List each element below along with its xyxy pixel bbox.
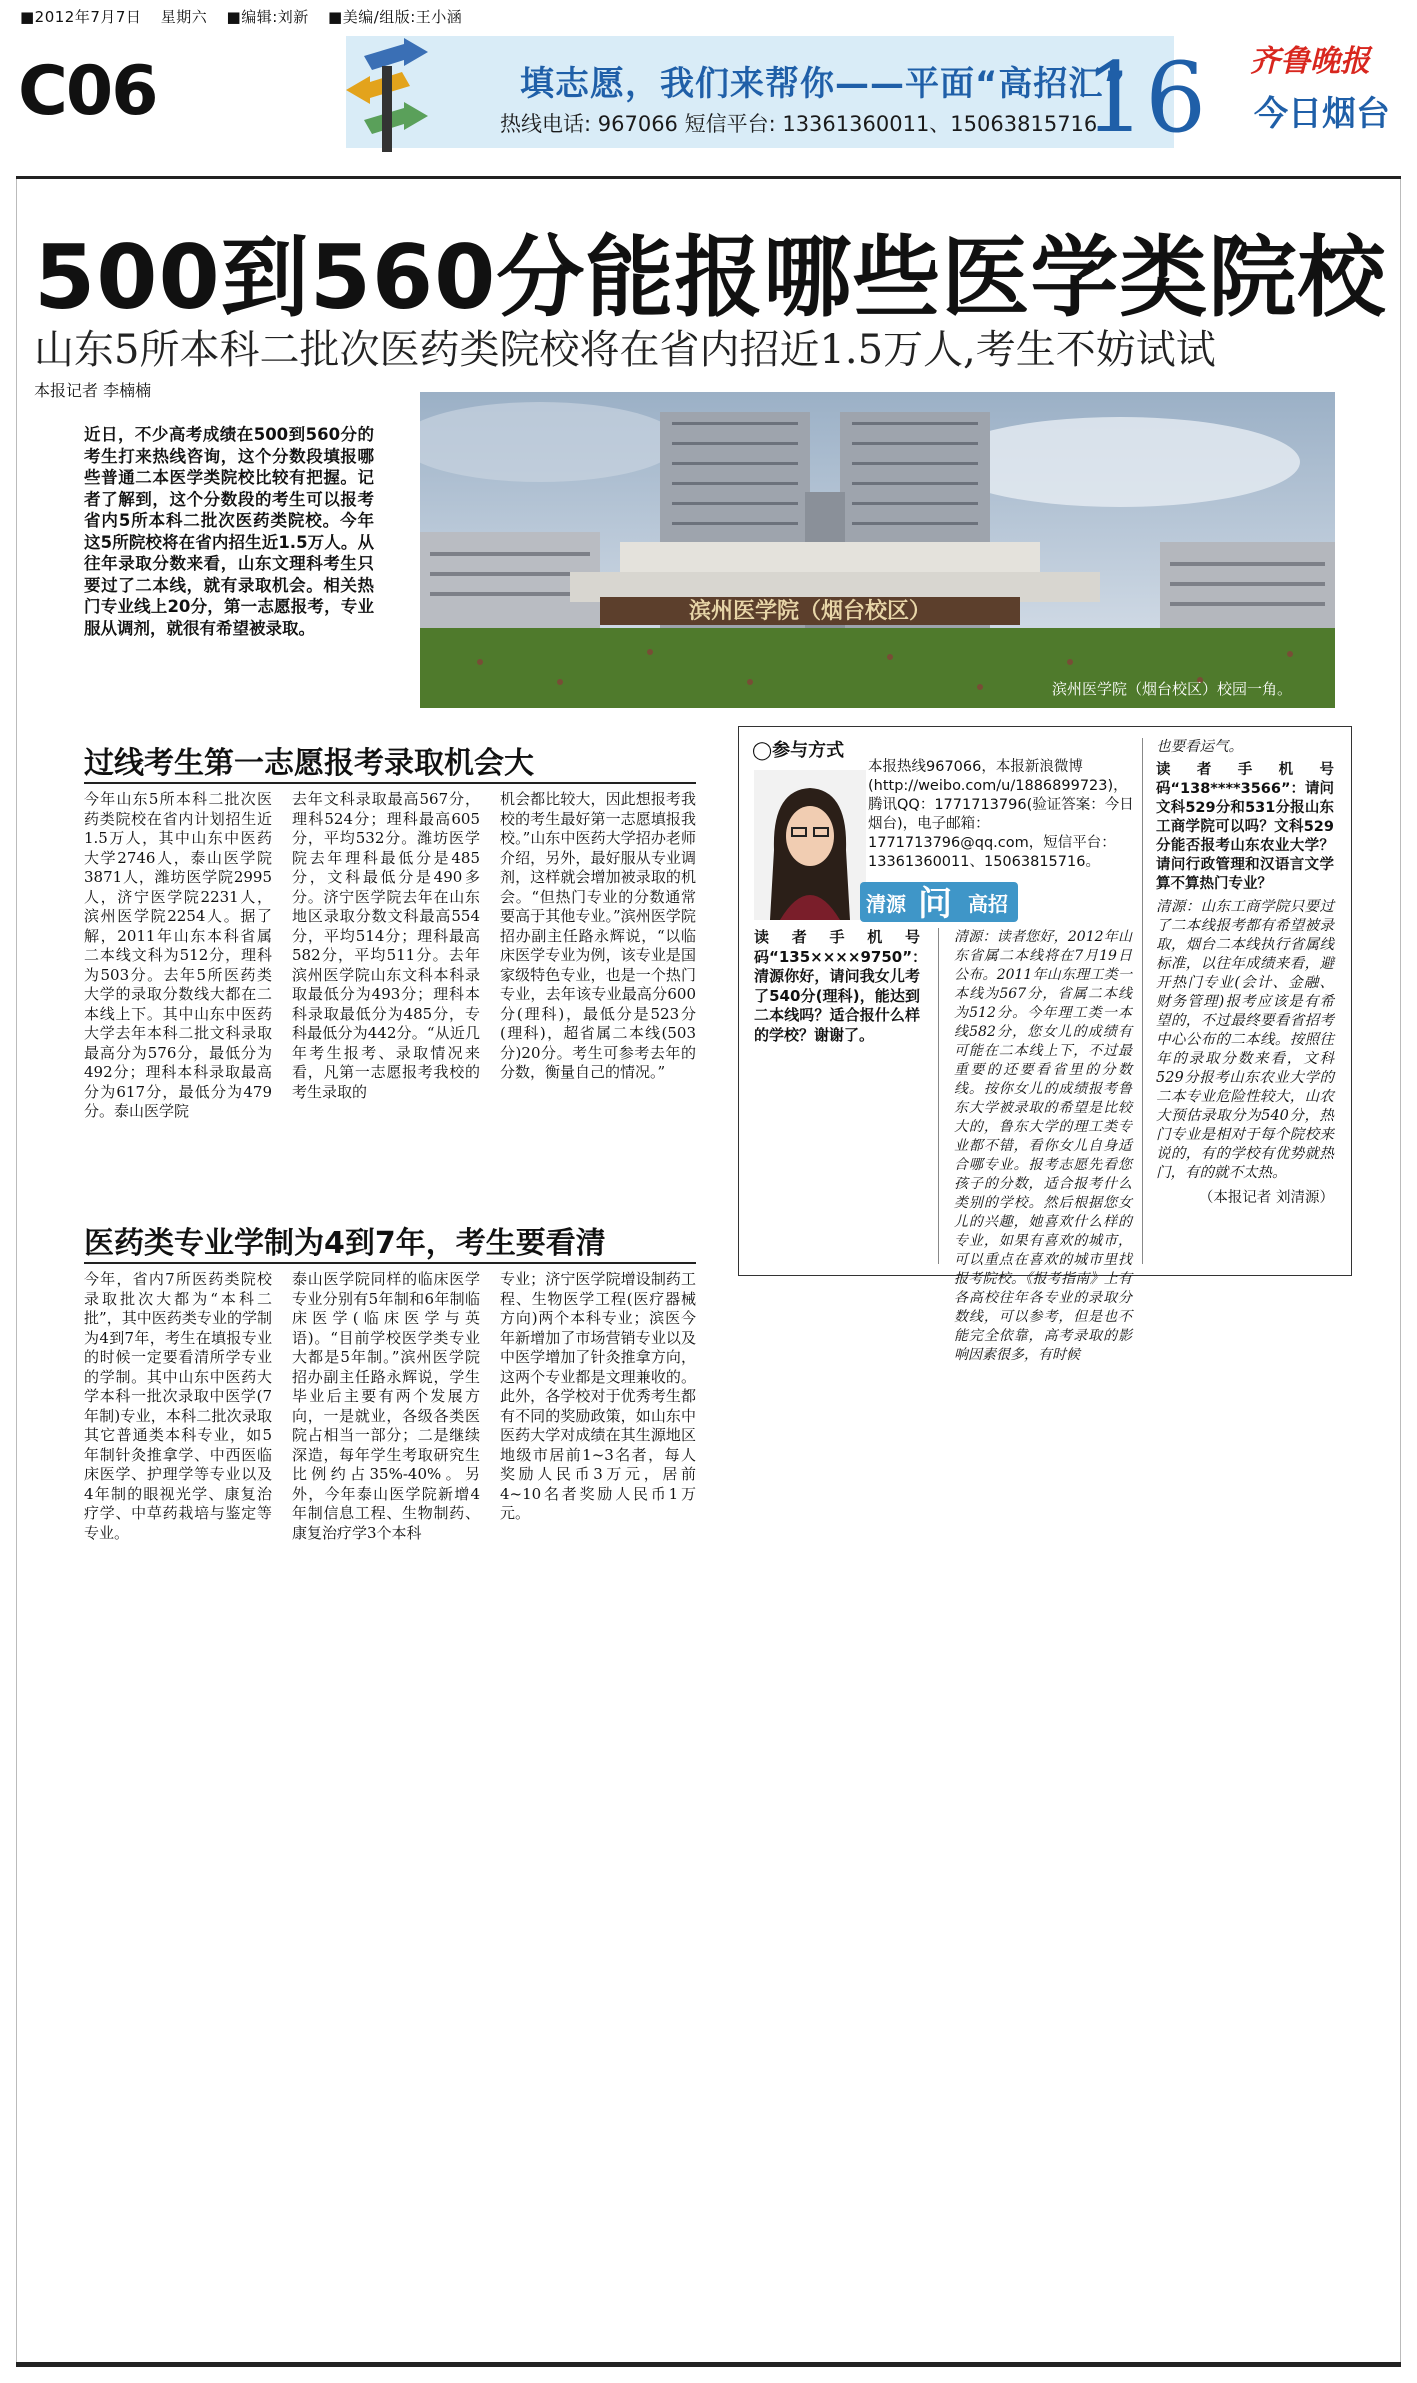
gate-sign: 滨州医学院（烟台校区）	[688, 598, 932, 624]
byline: 本报记者 李楠楠	[34, 381, 152, 400]
section2-column-3: 专业；济宁医学院增设制药工程、生物医学工程(医疗器械方向)两个本科专业；滨医今年新增加了市场营销专业以及中医学增加了针灸推拿方向，这两个专业都是文理兼收的。此外，各学校对于优秀考生都有不同的奖励政策，如山东中医药大学对成绩在其生源地区地级市居前1~3名者，每人奖励人民币3万元，居前4~10名者奖励人民币1万元。	[500, 1270, 696, 1522]
qa-divider	[938, 928, 939, 1264]
section-heading-1: 过线考生第一志愿报考录取机会大	[84, 746, 534, 781]
arrow-logo-icon	[344, 36, 430, 154]
qa-answer-1: 清源：读者您好，2012年山东省属二本线将在7月19日公布。2011年山东理工类一本线为567分，省属二本线为512分。今年理工类一本线582分，您女儿的成绩有可能在二本线上下，不过最重要的还要看省里的分数线。按你女儿的成绩报考鲁东大学被录取的希望是比较大的，鲁东大学的理工类专业都不错，看你女儿自身适合哪专业。报考志愿先看您孩子的分数，适合报考什么类别的学校。然后根据您女儿的兴趣，她喜欢什么样的专业，如果有喜欢的城市，可以重点在喜欢的城市里找报考院校。《报考指南》上有各高校往年各专业的录取分数线，可以参考，但是也不能完全依靠，高考录取的影响因素很多，有时候	[954, 929, 1132, 1363]
page-frame-right	[1400, 176, 1401, 2362]
header-slogan: 填志愿，我们来帮你——平面“高招汇”	[520, 64, 1127, 104]
photo-caption: 滨州医学院（烟台校区）校园一角。	[1052, 680, 1293, 698]
weekday: 星期六	[160, 8, 208, 26]
qa-participation-title: ◯参与方式	[752, 740, 845, 761]
page-number: C06	[18, 52, 157, 131]
footer-rule	[16, 2362, 1401, 2367]
headline: 500到560分能报哪些医学类院校	[34, 226, 1387, 329]
qa-divider	[1142, 738, 1143, 1264]
badge-topic: 高招	[968, 892, 1008, 916]
qa-right-column	[1156, 738, 1334, 1208]
columnist-photo	[754, 770, 866, 920]
columnist-answer: 清源：山东工商学院只要过了二本线报考都有希望被录取，烟台二本线执行省属线标准，以往年成绩来看，避开热门专业(会计、金融、财务管理)报考应该是有希望的，不过最终要看省招考中心公布的二本线。按照往年的录取分数来看，文科529分报考山东农业大学的二本专业危险性较大，山农大预估录取分为540分，热门专业是相对于每个院校来说的，有的学校有优势就热门，有的就不太热。	[1156, 899, 1334, 1181]
badge-ask: 问	[918, 884, 952, 924]
header-hotline: 热线电话: 967066 短信平台: 13361360011、15063815716	[500, 112, 1098, 136]
section-rule-2	[84, 1262, 696, 1264]
campus-photo	[420, 392, 1335, 708]
designer-credit: ■美编/组版:王小涵	[328, 8, 463, 26]
meta-line	[20, 6, 476, 27]
qa-contact-info: 本报热线967066，本报新浪微博(http://weibo.com/u/1886899723)，腾讯QQ：1771713796(验证答案：今日烟台)，电子邮箱：1771713796@qq.com，短信平台：13361360011、15063815716。	[868, 759, 1134, 870]
lede-paragraph: 近日，不少高考成绩在500到560分的考生打来热线咨询，这个分数段填报哪些普通二本医学类院校比较有把握。记者了解到，这个分数段的考生可以报考省内5所本科二批次医药类院校。今年这5所院校将在省内招生近1.5万人。从往年录取分数来看，山东文理科考生只要过了二本线，就有录取机会。相关热门专业线上20分，第一志愿报考，专业服从调剂，就很有希望被录取。	[84, 425, 374, 638]
header-rule	[16, 176, 1401, 179]
section-heading-2: 医药类专业学制为4到7年，考生要看清	[84, 1226, 606, 1261]
section2-column-2: 泰山医学院同样的临床医学专业分别有5年制和6年制临床医学(临床医学与英语)。“目前学校医学类专业大都是5年制。”滨州医学院招办副主任路永辉说，学生毕业后主要有两个发展方向，一是就业，各级各类医院占相当一部分；二是继续深造，每年学生考取研究生比例约占35%-40%。另外，今年泰山医学院新增4年制信息工程、生物制药、康复治疗学3个本科	[292, 1270, 480, 1542]
editor-credit: ■编辑:刘新	[226, 8, 309, 26]
subheadline: 山东5所本科二批次医药类院校将在省内招近1.5万人,考生不妨试试	[34, 327, 1216, 373]
answer-continuation: 也要看运气。	[1156, 739, 1243, 755]
section1-column-2: 去年文科录取最高567分，理科524分；理科最高605分，平均532分。潍坊医学院去年理科最低分是485分，文科最低分是490多分。济宁医学院去年在山东地区录取分数文科最高554分，平均514分；理科最高582分，平均511分。去年滨州医学院山东文科本科录取最低分为493分；理科本科录取最低分为485分，专科最低分为442分。“从近几年考生报考、录取情况来看，凡第一志愿报考我校的考生录取的	[292, 790, 480, 1101]
issue-number: 16	[1084, 42, 1207, 154]
section1-column-3: 机会都比较大，因此想报考我校的考生最好第一志愿填报我校。”山东中医药大学招办老师介绍，另外，最好服从专业调剂，这样就会增加被录取的机会。“但热门专业的分数通常要高于其他专业。”滨州医学院招办副主任路永辉说，“以临床医学专业为例，该专业是国家级特色专业，也是一个热门专业，去年该专业最高分600分(理科)，最低分是523分(理科)，超省属二本线(503分)20分。考生可参考去年的分数，衡量自己的情况。”	[500, 790, 696, 1081]
reader-question: 读者手机号码“135××××9750”：清源你好，请问我女儿考了540分(理科)，能达到二本线吗？适合报什么样的学校？谢谢了。	[754, 928, 928, 1044]
section-name: 今日烟台	[1254, 94, 1390, 134]
reader-question: 读者手机号码“138****3566”：请问文科529分和531分报山东工商学院可以吗？文科529分能否报考山东农业大学？请问行政管理和汉语言文学算不算热门专业？	[1156, 762, 1335, 892]
section1-column-1: 今年山东5所本科二批次医药类院校在省内计划招生近1.5万人，其中山东中医药大学2746人，泰山医学院3871人，潍坊医学院2995人，济宁医学院2231人，滨州医学院2254人。据了解，2011年山东本科省属二本线文科为512分，理科为503分。去年5所医药类大学的录取分数线大都在二本线上下。其中山东中医药大学去年本科二批文科录取最高分为576分，最低分为492分；理科本科录取最高分为617分，最低分为479分。泰山医学院	[84, 790, 272, 1120]
badge-name: 清源	[866, 892, 906, 916]
page-frame-left	[16, 176, 17, 2362]
qa-question-1	[754, 928, 928, 1045]
qa-signoff: （本报记者 刘清源）	[1198, 1190, 1334, 1206]
section-rule-1	[84, 782, 696, 784]
section2-column-1: 今年，省内7所医药类院校录取批次大都为“本科二批”，其中医药类专业的学制为4到7年，考生在填报专业的时候一定要看清所学专业的学制。其中山东中医药大学本科一批次录取中医学(7年制)专业，本科二批次录取其它普通类本科专业，如5年制针灸推拿学、中西医临床医学、护理学等专业以及4年制的眼视光学、康复治疗学、中草药栽培与鉴定等专业。	[84, 1270, 272, 1542]
paper-logo: 齐鲁晚报	[1250, 44, 1370, 79]
issue-date: ■2012年7月7日	[20, 8, 142, 26]
